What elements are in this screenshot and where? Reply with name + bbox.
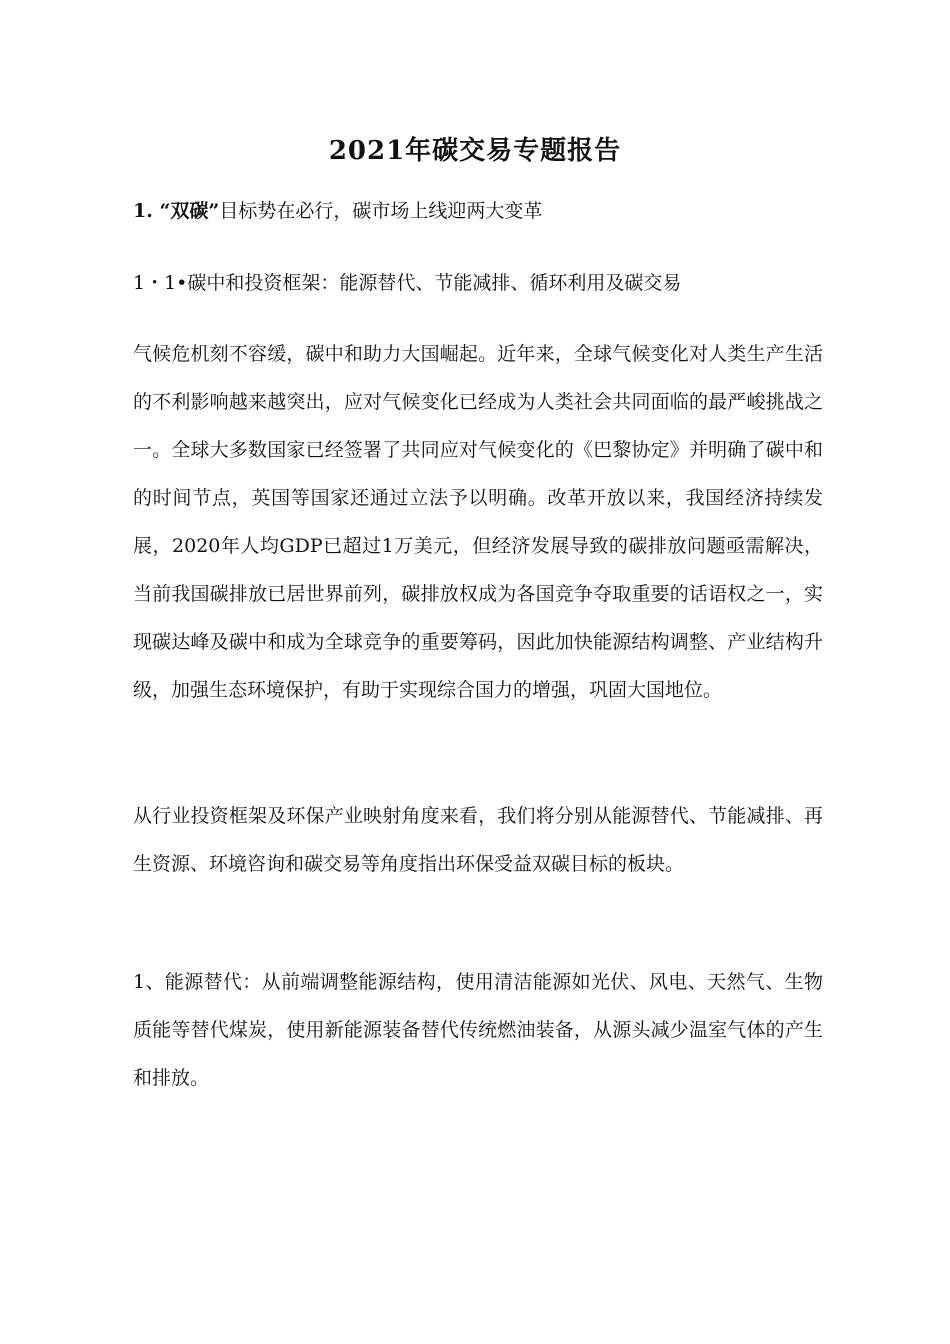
paragraph-1: 气候危机刻不容缓，碳中和助力大国崛起。近年来，全球气候变化对人类生产生活的不利影响越来越突出，应对气候变化已经成为人类社会共同面临的最严峻挑战之一。全球大多数国家已经签署了共同应对气候变化的《巴黎协定》并明确了碳中和的时间节点，英国等国家还通过立法予以明确。改革开放以来，我国经济持续发展，2020年人均GDP已超过1万美元，但经济发展导致的碳排放问题亟需解决，当前我国碳排放已居世界前列，碳排放权成为各国竞争夺取重要的话语权之一，实现碳达峰及碳中和成为全球竞争的重要筹码，因此加快能源结构调整、产业结构升级，加强生态环境保护，有助于实现综合国力的增强，巩固大国地位。 bbox=[133, 343, 823, 701]
section-heading-1-number: 1. bbox=[133, 200, 160, 222]
subsection-heading-1-1: 1・1•碳中和投资框架：能源替代、节能减排、循环利用及碳交易 bbox=[133, 272, 682, 294]
document-title: 2021年碳交易专题报告 bbox=[328, 136, 622, 166]
paragraph-2: 从行业投资框架及环保产业映射角度来看，我们将分别从能源替代、节能减排、再生资源、环境咨询和碳交易等角度指出环保受益双碳目标的板块。 bbox=[133, 805, 823, 875]
section-heading-1 bbox=[133, 196, 542, 223]
section-heading-1-text: 目标势在必行，碳市场上线迎两大变革 bbox=[219, 200, 543, 222]
section-heading-1-quoted: “双碳” bbox=[159, 200, 220, 222]
paragraph-3: 1、能源替代：从前端调整能源结构，使用清洁能源如光伏、风电、天然气、生物质能等替代煤炭，使用新能源装备替代传统燃油装备，从源头减少温室气体的产生和排放。 bbox=[133, 971, 823, 1089]
